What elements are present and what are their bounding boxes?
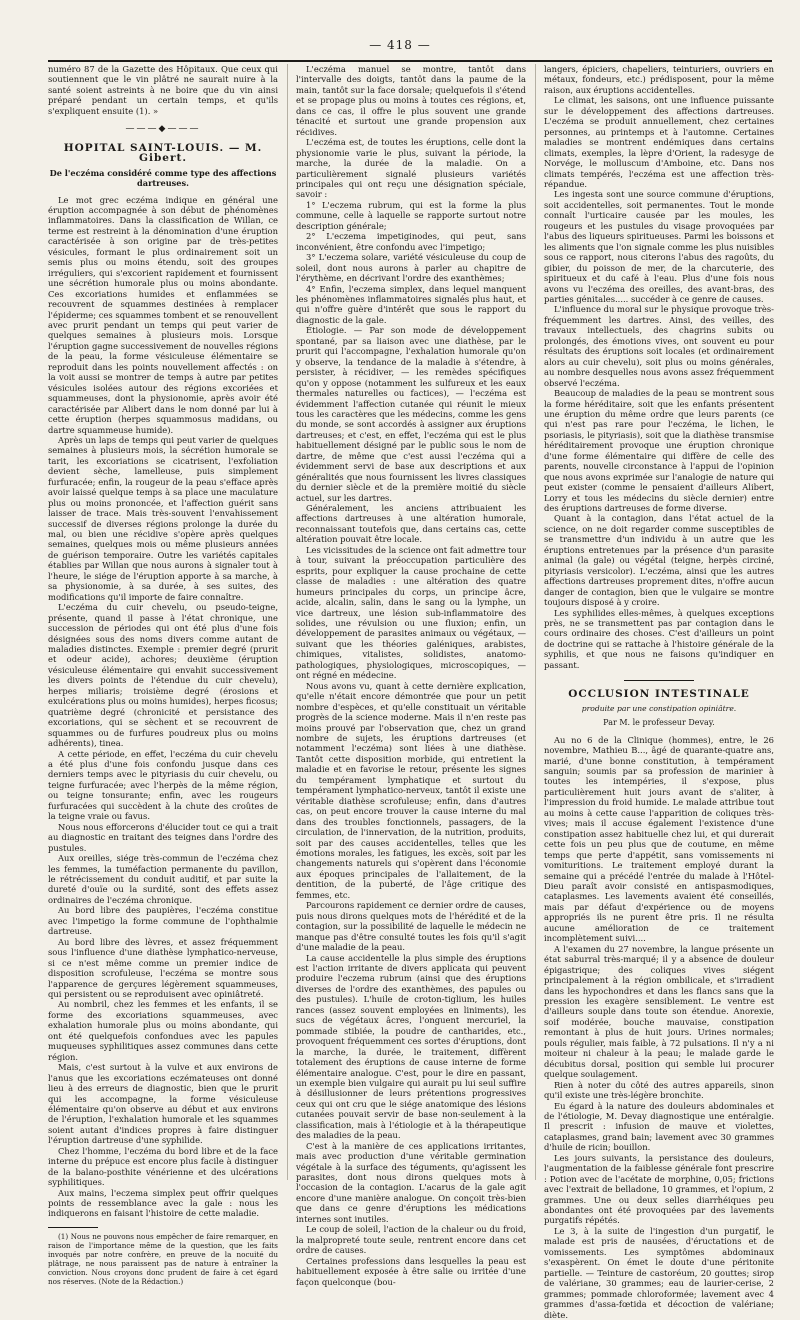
paragraph: L'eczéma manuel se montre, tantôt dans l'intervalle des doigts, tantôt dans la paume de la main, tantôt sur la face dorsale; quelquefois il s'étend et se propage plus ou moins à toutes ces régions, et, dans ce cas, il offre le plus souvent une grande ténacité et surtout une grande propension aux récidives.	[296, 64, 526, 137]
footnote: (1) Nous ne pouvons nous empêcher de faire remarquer, en raison de l'importance même de la question, que les faits invoqués par notre confrère, en preuve de la nocuité du plâtrage, ne nous paraissent pas de nature à entraîner la conviction. Nous croyons donc prudent de faire à cet égard nos réserves. (Note de la Rédaction.)	[48, 1231, 278, 1286]
paragraph: Nous nous efforcerons d'élucider tout ce qui a trait au diagnostic en traitant des teignes dans l'ordre des pustules.	[48, 821, 278, 853]
section-separator	[624, 680, 694, 681]
paragraph: Étiologie. — Par son mode de développement spontané, par sa liaison avec une diathèse, par le prurit qui l'accompagne, l'exhalation humorale qu'on y observe, la tendance de la maladie à s'étendre, à persister, à récidiver, — les remèdes spécifiques qu'on y oppose (notamment les sulfureux et les eaux thermales naturelles ou factices), — l'eczéma est évidemment l'affection cutanée qui réunit le mieux tous les caractères que les médecins, comme les gens du monde, se sont accordés à assigner aux éruptions dartreuses; et c'est, en effet, l'eczéma qui est le plus habituellement désigné par le public sous le nom de dartre, de même que c'est aussi l'eczéma qui a évidemment servi de base aux descriptions et aux généralités que nous fournissent les livres classiques du dernier siècle et de la première moitié du siècle actuel, sur les dartres.	[296, 325, 526, 503]
section-title-hopital: HOPITAL SAINT-LOUIS. — M. Gibert.	[63, 141, 263, 165]
paragraph: Beaucoup de maladies de la peau se montrent sous la forme héréditaire, soit que les enfants présentent une éruption du même ordre que leurs parents (ce qui n'est pas rare pour l'eczéma, le lichen, le psoriasis, le pityriasis), soit que la diathèse transmise héréditairement provoque une éruption chronique d'une forme élémentaire qui diffère de celle des parents, nouvelle circonstance à l'appui de l'opinion que nous avons exprimée sur l'analogie de nature qui peut exister (comme le pensaient d'ailleurs Alibert, Lorry et tous les médecins du siècle dernier) entre des éruptions dartreuses de forme diverse.	[544, 388, 774, 514]
paragraph: Après un laps de temps qui peut varier de quelques semaines à plusieurs mois, la sécrétion humorale se tarit, les excoriations se cicatrisent, l'exfoliation devient sèche, lamelleuse, puis simplement furfuracée; enfin, la rougeur de la peau s'efface après avoir laissé quelque temps à sa place une maculature plus ou moins prononcée, et l'affection guérit sans laisser de trace. Mais très-souvent l'envahissement successif de diverses régions prolonge la durée du mal, ou bien une récidive s'opère après quelques semaines, quelques mois ou même plusieurs années de guérison temporaire. Outre les variétés capitales établies par Willan que nous aurons à signaler tout à l'heure, le siége de l'éruption apporte à sa marche, à sa physionomie, à sa durée, à ses suites, des modifications qu'il importe de faire connaître.	[48, 434, 278, 602]
column-1	[48, 64, 278, 1286]
paragraph: Mais, c'est surtout à la vulve et aux environs de l'anus que les excoriations eczémateuses ont donné lieu à des erreurs de diagnostic, bien que le prurit qui les accompagne, la forme vésiculeuse élémentaire qu'on observe au début et aux environs de l'éruption, l'exhalation humorale et les squammes soient autant d'indices propres à faire distinguer l'éruption dartreuse d'une syphilide.	[48, 1062, 278, 1146]
paragraph: C'est à la manière de ces applications irritantes, mais avec production d'une véritable germination végétale à la surface des téguments, qu'agissent les parasites, dont nous dirons quelques mots à l'occasion de la contagion. L'acarus de la gale agit encore d'une manière analogue. On conçoit très-bien que dans ce genre d'éruptions les médications internes sont inutiles.	[296, 1140, 526, 1224]
page-number: — 418 —	[369, 38, 431, 52]
article-body-col1	[48, 195, 278, 1219]
paragraph: Le mot grec eczéma indique en général une éruption accompagnée à son début de phénomènes inflammatoires. Dans la classification de Willan, ce terme est restreint à la dénomination d'une éruption caractérisée à son origine par de très-petites vésicules, formant le plus ordinairement soit un semis plus ou moins étendu, soit des groupes irréguliers, qui s'excorient rapidement et fournissent une sécrétion humorale plus ou moins abondante. Ces excoriations humides et enflammées se recouvrent de squammes destinées à remplacer l'épiderme; ces squammes tombent et se renouvellent avec prurit pendant un temps qui peut varier de quelques semaines à plusieurs mois. Lorsque l'éruption gagne successivement de nouvelles régions de la peau, la forme vésiculeuse élémentaire se reproduit dans les points nouvellement affectés : on la voit aussi se montrer de temps à autre par petites vésicules isolées autour des régions excoriées et squammeuses, dont la physionomie, après avoir été caractérisée par Alibert dans le nom donné par lui à cette éruption (herpes squammosus madidans, ou dartre squammeuse humide).	[48, 194, 278, 435]
paragraph: Le climat, les saisons, ont une influence puissante sur le développement des affections dartreuses. L'eczéma se produit annuellement, chez certaines personnes, au printemps et à l'automne. Certaines maladies se montrent endémiques dans certains climats, exemples, la lèpre d'Orient, la radesyge de Norvége, le molluscum d'Amboine, etc. Dans nos climats tempérés, l'eczéma est une affection très-répandue.	[544, 95, 774, 189]
paragraph: Les vicissitudes de la science ont fait admettre tour à tour, suivant la préoccupation particulière des esprits, pour expliquer la cause prochaine de cette classe de maladies : une altération des quatre humeurs principales du corps, un principe âcre, acide, alcalin, salin, dans le sang ou la lymphe, un vice dartreux, une lésion sub-inflammatoire des solides, une révulsion ou une fluxion; enfin, un développement de parasites animaux ou végétaux, — suivant que les théories galéniques, arabistes, chimiques, vitalistes, solidistes, anatomo-pathologiques, physiologiques, microscopiques, — ont régné en médecine.	[296, 544, 526, 681]
paragraph: Le 3, à la suite de l'ingestion d'un purgatif, le malade est pris de nausées, d'éructations et de vomissements. Les symptômes abdominaux s'exaspèrent. On émet le doute d'une péritonite partielle. — Teinture de castoréum, 20 gouttes; sirop de valériane, 30 grammes; eau de laurier-cerise, 2 grammes; pommade chloroformée; lavement avec 4 grammes d'assa-fœtida et décoction de valériane; diète.	[544, 1225, 774, 1320]
paragraph: Les ingesta sont une source commune d'éruptions, soit accidentelles, soit permanentes. Tout le monde connaît l'urticaire causée par les moules, les rougeurs et les pustules du visage provoquées par l'abus des liqueurs spiritueuses. Parmi les boissons et les aliments que l'on signale comme les plus nuisibles sous ce rapport, nous citerons l'abus des ragoûts, du gibier, du poisson de mer, de la charcuterie, des spiritueux et du café à l'eau. Plus d'une fois nous avons vu l'eczéma des oreilles, des avant-bras, des parties génitales..... succéder à ce genre de causes.	[544, 189, 774, 304]
paragraph: Aux mains, l'eczema simplex peut offrir quelques points de ressemblance avec la gale : nous les indiquerons en faisant l'histoire de cette maladie.	[48, 1187, 278, 1219]
paragraph: Certaines professions dans lesquelles la peau est habituellement exposée à être salie ou irritée d'une façon quelconque (bou-	[296, 1255, 526, 1287]
paragraph: A cette période, en effet, l'eczéma du cuir chevelu a été plus d'une fois confondu jusque dans ces derniers temps avec le pityriasis du cuir chevelu, ou teigne furfuracée; avec l'herpès de la même région, ou teigne tonsurante; enfin, avec les rougeurs furfuracées qui succèdent à la chute des croûtes de la teigne vraie ou favus.	[48, 748, 278, 822]
section-subtitle-eczema: De l'eczéma considéré comme type des affections dartreuses.	[49, 167, 277, 189]
paragraph: Nous avons vu, quant à cette dernière explication, qu'elle n'était encore démontrée que pour un petit nombre d'espèces, et qu'elle constituait un véritable progrès de la science moderne. Mais il n'en reste pas moins prouvé par l'observation que, chez un grand nombre de sujets, les éruptions dartreuses (et notamment l'eczéma) sont liées à une diathèse. Tantôt cette disposition morbide, qui entretient la maladie et en favorise le retour, présente les signes du tempérament lymphatique et surtout du tempérament lymphatico-nerveux, tantôt il existe une véritable diathèse scrofuleuse; enfin, dans d'autres cas, on peut encore trouver la cause interne du mal dans des troubles fonctionnels, passagers, de la circulation, de l'innervation, de la nutrition, produits, soit par des causes accidentelles, telles que les émotions morales, les fatigues, les excès, soit par les changements naturels qui s'opèrent dans l'économie aux époques principales de l'allaitement, de la dentition, de la puberté, de l'âge critique des femmes, etc.	[296, 680, 526, 900]
paragraph: L'eczéma du cuir chevelu, ou pseudo-teigne, présente, quand il passe à l'état chronique, une succession de périodes qui ont été plus d'une fois désignées sous des noms divers comme autant de maladies distinctes. Exemple : premier degré (prurit et odeur acide), achores; deuxième (éruption vésiculeuse élémentaire qui envahit successivement les divers points de l'étendue du cuir chevelu), herpes miliaris; troisième degré (érosions et exulcérations plus ou moins humides), herpes ficosus; quatrième degré (chronicité et persistance des excoriations, qui se sèchent et se recouvrent de squammes ou de furfures poudreux plus ou moins adhérents), tinea.	[48, 602, 278, 749]
column-divider	[287, 64, 288, 1180]
author-line: Par M. le professeur Devay.	[603, 718, 715, 728]
paragraph: L'eczéma est, de toutes les éruptions, celle dont la physionomie varie le plus, suivant la période, la marche, la durée de la maladie. On a particulièrement signalé plusieurs variétés principales qui ont reçu une désignation spéciale, savoir :	[296, 137, 526, 200]
section-title-occlusion: OCCLUSION INTESTINALE	[568, 688, 750, 701]
paragraph: L'influence du moral sur le physique provoque très-fréquemment les dartres. Ainsi, des veilles, des travaux intellectuels, des chagrins subits ou prolongés, des émotions vives, ont souvent eu pour résultats des éruptions soit locales (et ordinairement alors au cuir chevelu), soit plus ou moins générales, au nombre desquelles nous avons assez fréquemment observé l'eczéma.	[544, 304, 774, 388]
paragraph: Aux oreilles, siége très-commun de l'eczéma chez les femmes, la tuméfaction permanente du pavillon, le rétrécissement du conduit auditif, et par suite la dureté d'ouïe ou la surdité, sont des effets assez ordinaires de l'eczéma chronique.	[48, 853, 278, 905]
paragraph: Eu égard à la nature des douleurs abdominales et de l'étiologie, M. Devay diagnostique une entéralgie. Il prescrit : infusion de mauve et violettes, cataplasmes, grand bain; lavement avec 30 grammes d'huile de ricin; bouillon.	[544, 1100, 774, 1153]
paragraph: Les syphilides elles-mêmes, à quelques exceptions près, ne se transmettent pas par contagion dans le cours ordinaire des choses. C'est d'ailleurs un point de doctrine qui se rattache à l'histoire générale de la syphilis, et que nous ne faisons qu'indiquer en passant.	[544, 607, 774, 670]
columns	[48, 64, 776, 1320]
footnote-rule	[48, 1227, 98, 1228]
paragraph: 3° L'eczema solare, variété vésiculeuse du coup de soleil, dont nous aurons à parler au chapitre de l'érythème, en décrivant l'ordre des exanthèmes;	[296, 252, 526, 284]
paragraph: langers, épiciers, chapeliers, teinturiers, ouvriers en métaux, fondeurs, etc.) prédisposent, pour la même raison, aux éruptions accidentelles.	[544, 64, 774, 95]
paragraph: Au bord libre des lèvres, et assez fréquemment sous l'influence d'une diathèse lymphatico-nerveuse, si ce n'est même comme un premier indice de disposition scrofuleuse, l'eczéma se montre sous l'apparence de gerçures légèrement squammeuses, qui persistent ou se reproduisent avec opiniâtreté.	[48, 936, 278, 999]
paragraph: 1° L'eczema rubrum, qui est la forme la plus commune, celle à laquelle se rapporte surtout notre description générale;	[296, 199, 526, 231]
paragraph: Au nombril, chez les femmes et les enfants, il se forme des excoriations squammeuses, avec exhalation humorale plus ou moins abondante, qui ont été quelquefois confondues avec les papules muqueuses syphilitiques assez communes dans cette région.	[48, 999, 278, 1062]
separator-ornament: ———◆———	[125, 124, 201, 135]
paragraph: Chez l'homme, l'eczéma du bord libre et de la face interne du prépuce est encore plus facile à distinguer de la balano-posthite vénérienne et des ulcérations syphilitiques.	[48, 1145, 278, 1188]
paragraph: Parcourons rapidement ce dernier ordre de causes, puis nous dirons quelques mots de l'hérédité et de la contagion, sur la possibilité de laquelle le médecin ne manque pas d'être consulté toutes les fois qu'il s'agit d'une maladie de la peau.	[296, 900, 526, 953]
column-3	[544, 64, 774, 1320]
paragraph: Généralement, les anciens attribuaient les affections dartreuses à une altération humorale, reconnaissant toutefois que, dans certains cas, cette altération pouvait être locale.	[296, 503, 526, 545]
section-subtitle-occlusion: produite par une constipation opiniâtre.	[581, 703, 737, 713]
column-divider	[535, 64, 536, 1180]
intro-paragraph: numéro 87 de la Gazette des Hôpitaux. Que ceux qui soutiennent que le vin plâtré ne saurait nuire à la santé soient astreints à ne boire que du vin ainsi préparé pendant un certain temps, et qu'ils s'expliquent ensuite (1). »	[48, 64, 278, 116]
paragraph: Quant à la contagion, dans l'état actuel de la science, on ne doit regarder comme susceptibles de se transmettre d'un individu à un autre que les éruptions entretenues par la présence d'un parasite animal (la gale) ou végétal (teigne, herpès circiné, pityriasis versicolor). L'eczéma, ainsi que les autres affections dartreuses proprement dites, n'offre aucun danger de contagion, bien que le vulgaire se montre toujours disposé à y croire.	[544, 513, 774, 608]
paragraph: Les jours suivants, la persistance des douleurs, l'augmentation de la faiblesse générale font prescrire : Potion avec de l'acétate de morphine, 0,05; frictions avec l'extrait de belladone, 10 grammes, et l'opium, 2 grammes. Une ou deux selles diarrhéiques peu abondantes ont été provoquées par des lavements purgatifs répétés.	[544, 1152, 774, 1226]
paragraph: Rien à noter du côté des autres appareils, sinon qu'il existe une très-légère bronchite.	[544, 1079, 774, 1101]
paragraph: 2° L'eczema impetiginodes, qui peut, sans inconvénient, être confondu avec l'impetigo;	[296, 231, 526, 252]
paragraph: La cause accidentelle la plus simple des éruptions est l'action irritante de divers applicata qui peuvent produire l'eczema rubrum (ainsi que des éruptions diverses de l'ordre des exanthèmes, des papules ou des pustules). L'huile de croton-tiglium, les huiles rances (assez souvent employées en liniments), les sucs de végétaux âcres, l'onguent mercuriel, la pommade stibiée, la poudre de cantharides, etc., provoquent fréquemment ces sortes d'éruptions, dont la marche, la durée, le traitement, diffèrent totalement des éruptions de cause interne de forme élémentaire analogue. C'est, pour le dire en passant, un exemple bien vulgaire qui aurait pu lui seul suffire à désillusionner de leurs prétentions progressives ceux qui ont cru que le siége anatomique des lésions cutanées pouvait servir de base non-seulement à la classification, mais à l'étiologie et à la thérapeutique des maladies de la peau.	[296, 952, 526, 1141]
paragraph: 4° Enfin, l'eczema simplex, dans lequel manquent les phénomènes inflammatoires signalés plus haut, et qui n'offre guère d'intérêt que sous le rapport du diagnostic de la gale.	[296, 283, 526, 325]
header-rule	[48, 60, 772, 62]
paragraph: A l'examen du 27 novembre, la langue présente un état saburral très-marqué; il y a absence de douleur épigastrique; des coliques vives siégent principalement à la région ombilicale, et s'irradient dans les hypochondres et dans les flancs sans que la pression les exagère sensiblement. Le ventre est d'ailleurs souple dans toute son étendue. Anorexie, soif modérée, bouche mauvaise, constipation remontant à plus de huit jours. Urines normales; pouls régulier, mais faible, à 72 pulsations. Il n'y a ni moiteur ni chaleur à la peau; le malade garde le décubitus dorsal, position qui semble lui procurer quelque soulagement.	[544, 943, 774, 1080]
paragraph: Au no 6 de la Clinique (hommes), entre, le 26 novembre, Mathieu B..., âgé de quarante-quatre ans, marié, d'une bonne constitution, à tempérament sanguin; soumis par sa profession de marinier à toutes les intempéries, il s'expose, plus particulièrement huit jours avant de s'aliter, à l'impression du froid humide. Le malade attribue tout au moins à cette cause l'apparition de coliques très-vives; mais il accuse également l'existence d'une constipation assez habituelle chez lui, et qui durerait cette fois un peu plus que de coutume, en même temps que perte d'appétit, sans vomissements ni vomituritions. Le traitement employé durant la semaine qui a précédé l'entrée du malade à l'Hôtel-Dieu paraît avoir consisté en antispasmodiques, cataplasmes. Les lavements avaient été conseillés, mais par défaut d'expérience ou de moyens appropriés ils ne purent être pris. Il ne résulta aucune amélioration de ce traitement incomplètement suivi....	[544, 734, 774, 944]
paragraph: Au bord libre des paupières, l'eczéma constitue avec l'impetigo la forme commune de l'ophthalmie dartreuse.	[48, 905, 278, 937]
column-2	[296, 64, 526, 1287]
page-header	[0, 38, 800, 58]
paragraph: Le coup de soleil, l'action de la chaleur ou du froid, la malpropreté toute seule, rentrent encore dans cet ordre de causes.	[296, 1224, 526, 1256]
